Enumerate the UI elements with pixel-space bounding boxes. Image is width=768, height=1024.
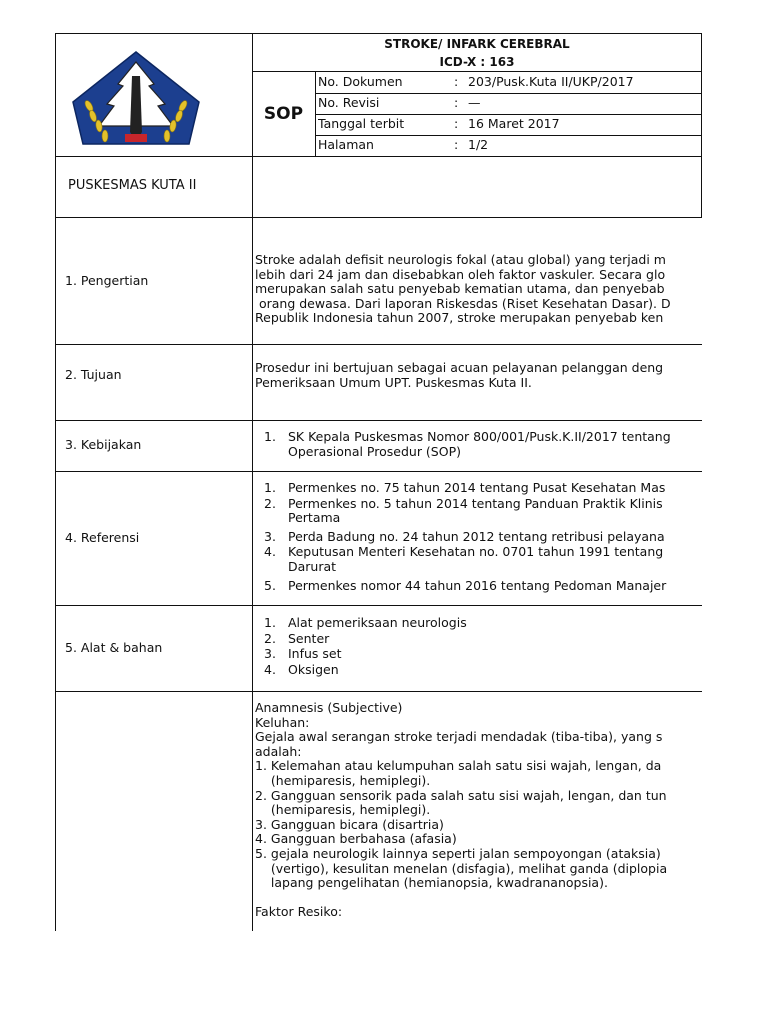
paragraph-line: Pemeriksaan Umum UPT. Puskesmas Kuta II. bbox=[255, 374, 532, 390]
paragraph-line: 5. gejala neurologik lainnya seperti jalan sempoyongan (ataksia) bbox=[255, 845, 661, 861]
list-line: Operasional Prosedur (SOP) bbox=[288, 443, 461, 459]
grid-row-line bbox=[55, 471, 702, 472]
section-content-kebijakan bbox=[255, 430, 702, 459]
grid-row-line bbox=[55, 217, 702, 218]
grid-header-line bbox=[252, 71, 702, 72]
meta-label-no-dokumen: No. Dokumen bbox=[318, 75, 403, 89]
list-item bbox=[255, 430, 702, 459]
grid-column-divider bbox=[252, 33, 253, 931]
paragraph-line: Prosedur ini bertujuan sebagai acuan pelayanan pelanggan deng bbox=[255, 361, 664, 375]
paragraph-line: 1. Kelemahan atau kelumpuhan salah satu sisi wajah, lengan, da bbox=[255, 758, 662, 774]
list-line: Permenkes no. 75 tahun 2014 tentang Pusat Kesehatan Mas bbox=[288, 481, 666, 495]
puskesmas-name: PUSKESMAS KUTA II bbox=[68, 179, 197, 193]
list-line: SK Kepala Puskesmas Nomor 800/001/Pusk.K.II/2017 tentang bbox=[288, 430, 671, 444]
paragraph-line: Anamnesis (Subjective) bbox=[255, 701, 403, 715]
meta-label-tanggal-terbit: Tanggal terbit bbox=[318, 117, 405, 131]
paragraph-line: lapang pengelihatan (hemianopsia, kwadrananopsia). bbox=[255, 875, 608, 891]
paragraph-line: merupakan salah satu penyebab kematian utama, dan penyebab bbox=[255, 281, 665, 297]
paragraph-line: adalah: bbox=[255, 743, 302, 759]
section-content-langkah bbox=[255, 701, 702, 920]
section-content-alat-bahan bbox=[255, 616, 702, 677]
puskesmas-logo bbox=[69, 46, 203, 146]
paragraph-line: lebih dari 24 jam dan disebabkan oleh faktor vaskuler. Secara glo bbox=[255, 266, 666, 282]
list-number: 2. bbox=[264, 496, 276, 511]
list-number: 3. bbox=[264, 529, 276, 544]
list-number: 5. bbox=[264, 578, 276, 593]
list-number: 4. bbox=[264, 545, 276, 560]
list-line: Pertama bbox=[288, 510, 341, 526]
paragraph-line: Stroke adalah defisit neurologis fokal (atau global) yang terjadi m bbox=[255, 253, 666, 267]
grid-row-line bbox=[55, 605, 702, 606]
paragraph-line: Keluhan: bbox=[255, 714, 310, 730]
paragraph-line: Faktor Resiko: bbox=[255, 904, 343, 920]
section-label-tujuan: 2. Tujuan bbox=[65, 368, 122, 382]
grid-left-border bbox=[55, 33, 56, 931]
meta-colon: : bbox=[454, 75, 459, 89]
icd-code: ICD-X : 163 bbox=[439, 55, 515, 69]
list-line: Darurat bbox=[288, 558, 337, 574]
grid-row-line bbox=[55, 420, 702, 421]
list-item bbox=[255, 647, 702, 662]
grid-row-line bbox=[55, 344, 702, 345]
list-number: 1. bbox=[264, 430, 276, 444]
meta-value-no-revisi: — bbox=[468, 96, 481, 110]
list-item bbox=[255, 616, 702, 631]
meta-value-no-dokumen: 203/Pusk.Kuta II/UKP/2017 bbox=[468, 75, 634, 89]
section-content-referensi bbox=[255, 481, 702, 593]
grid-meta-line bbox=[315, 135, 702, 136]
meta-colon: : bbox=[454, 117, 459, 131]
list-number: 1. bbox=[264, 616, 276, 630]
paragraph-line: Republik Indonesia tahun 2007, stroke merupakan penyebab ken bbox=[255, 310, 664, 326]
list-item bbox=[255, 497, 702, 526]
list-number: 1. bbox=[264, 481, 276, 495]
list-line: Permenkes no. 5 tahun 2014 tentang Panduan Praktik Klinis bbox=[288, 496, 663, 511]
paragraph-line: (vertigo), kesulitan menelan (disfagia), melihat ganda (diplopia bbox=[255, 860, 668, 876]
paragraph-line: 3. Gangguan bicara (disartria) bbox=[255, 816, 444, 832]
list-line: Keputusan Menteri Kesehatan no. 0701 tahun 1991 tentang bbox=[288, 545, 664, 560]
list-item bbox=[255, 579, 702, 594]
list-line: Alat pemeriksaan neurologis bbox=[288, 616, 467, 630]
list-line: Infus set bbox=[288, 647, 342, 662]
document-title: STROKE/ INFARK CEREBRAL bbox=[384, 37, 570, 51]
meta-value-tanggal-terbit: 16 Maret 2017 bbox=[468, 117, 560, 131]
section-label-pengertian: 1. Pengertian bbox=[65, 274, 149, 288]
grid-meta-line bbox=[315, 114, 702, 115]
list-item bbox=[255, 545, 702, 574]
list-number: 4. bbox=[264, 662, 276, 677]
list-item bbox=[255, 530, 702, 545]
list-line: Permenkes nomor 44 tahun 2016 tentang Pedoman Manajer bbox=[288, 578, 667, 593]
paragraph-line: orang dewasa. Dari laporan Riskesdas (Riset Kesehatan Dasar). D bbox=[255, 295, 671, 311]
list-item bbox=[255, 663, 702, 678]
paragraph-line: Gejala awal serangan stroke terjadi mendadak (tiba-tiba), yang s bbox=[255, 729, 663, 745]
list-line: Senter bbox=[288, 631, 330, 646]
paragraph-line: 4. Gangguan berbahasa (afasia) bbox=[255, 831, 457, 847]
meta-label-no-revisi: No. Revisi bbox=[318, 96, 380, 110]
sop-label: SOP bbox=[263, 104, 304, 124]
meta-label-halaman: Halaman bbox=[318, 138, 374, 152]
section-label-referensi: 4. Referensi bbox=[65, 531, 140, 545]
paragraph-line: (hemiparesis, hemiplegi). bbox=[255, 772, 431, 788]
list-line: Perda Badung no. 24 tahun 2012 tentang retribusi pelayana bbox=[288, 529, 665, 544]
grid-row-line bbox=[55, 691, 702, 692]
section-content-pengertian bbox=[255, 253, 702, 326]
grid-row-line bbox=[55, 156, 702, 157]
meta-colon: : bbox=[454, 96, 459, 110]
section-label-alat-bahan: 5. Alat & bahan bbox=[65, 641, 163, 655]
paragraph-line bbox=[255, 891, 702, 906]
paragraph-line: 2. Gangguan sensorik pada salah satu sisi wajah, lengan, dan tun bbox=[255, 787, 667, 803]
list-item bbox=[255, 481, 702, 496]
grid-meta-line bbox=[315, 93, 702, 94]
grid-top-border bbox=[55, 33, 702, 34]
list-number: 2. bbox=[264, 631, 276, 646]
section-label-kebijakan: 3. Kebijakan bbox=[65, 438, 142, 452]
list-number: 3. bbox=[264, 647, 276, 662]
paragraph-line: (hemiparesis, hemiplegi). bbox=[255, 802, 431, 818]
meta-colon: : bbox=[454, 138, 459, 152]
meta-value-halaman: 1/2 bbox=[468, 138, 489, 152]
section-content-tujuan bbox=[255, 361, 702, 390]
list-item bbox=[255, 632, 702, 647]
list-line: Oksigen bbox=[288, 662, 339, 677]
